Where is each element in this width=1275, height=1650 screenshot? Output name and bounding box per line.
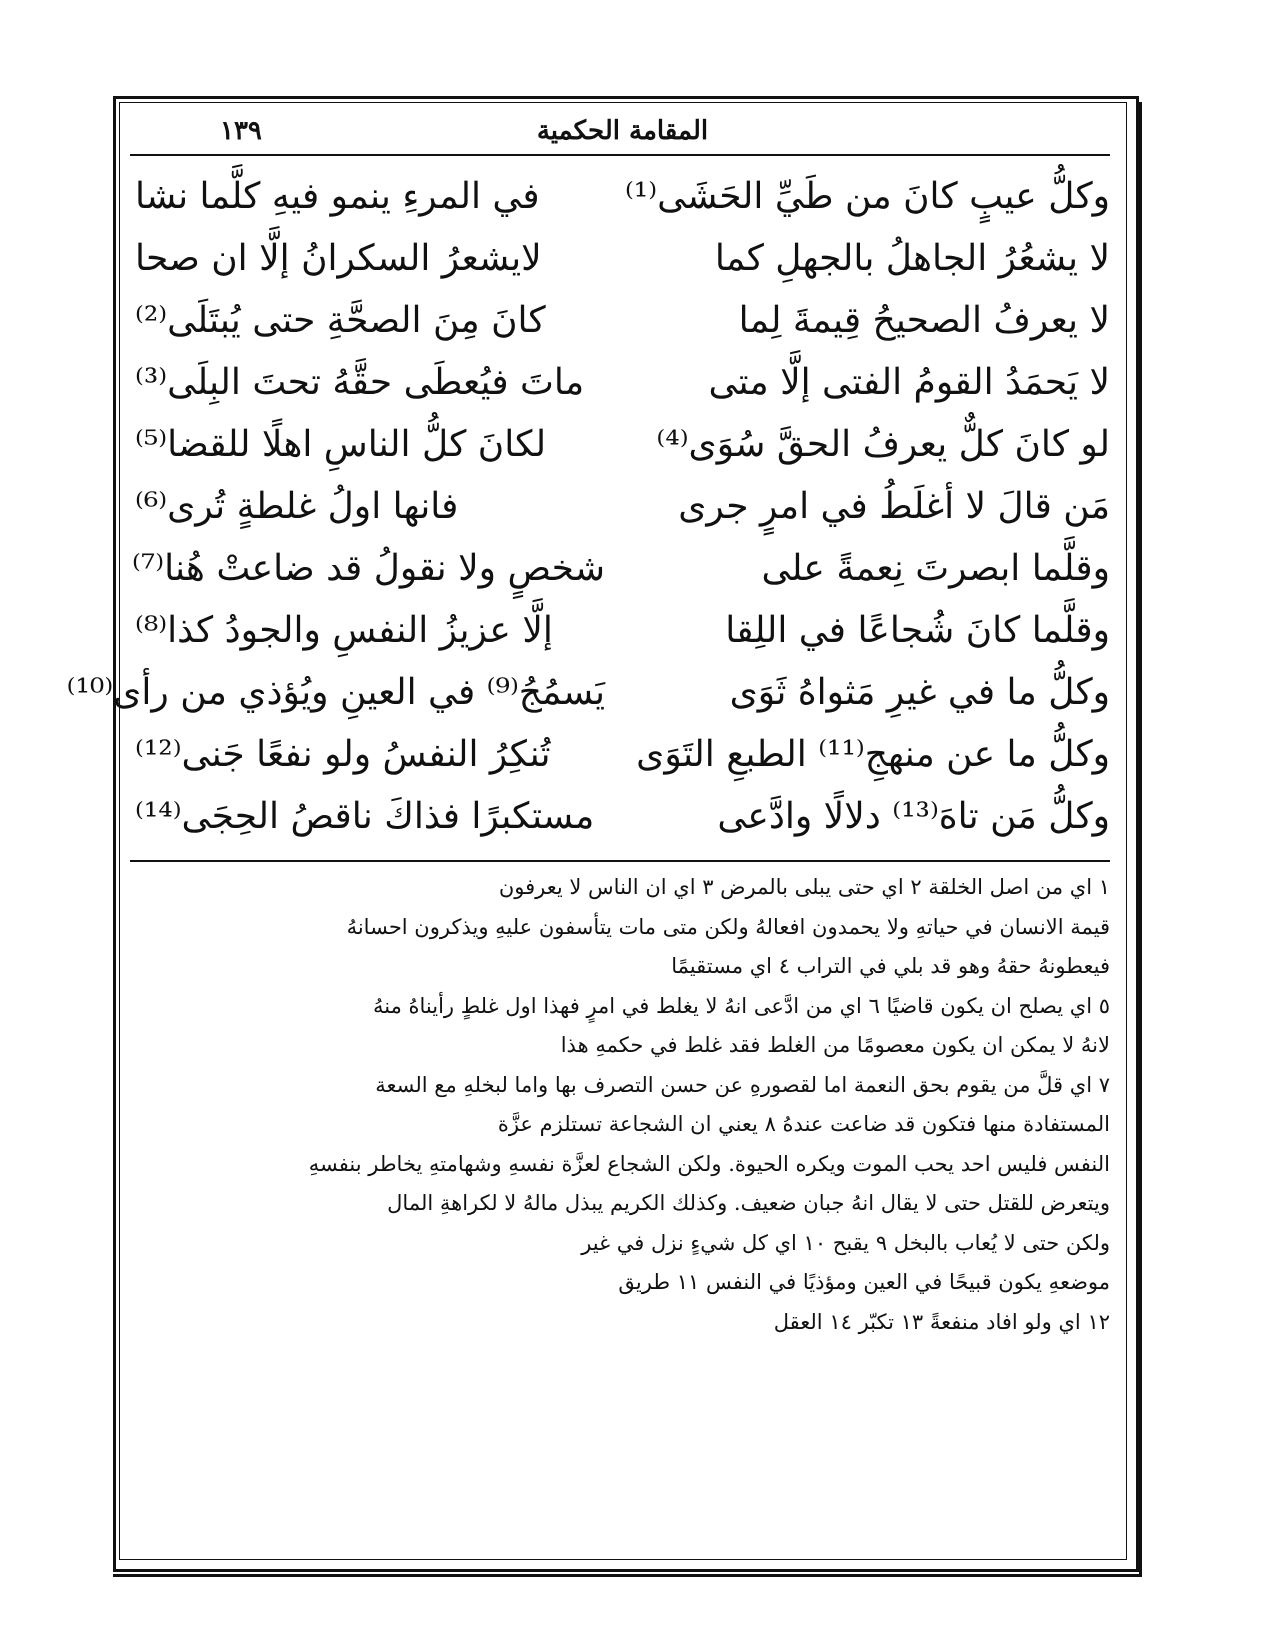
footnote-line: لانهُ لا يمكن ان يكون معصومًا من الغلط فقد غلط في حكمهِ هذا	[560, 1033, 1110, 1057]
verse-second-hemistich: ماتَ فيُعطَى حقَّهُ تحتَ البِلَى⁽³⁾	[135, 362, 585, 403]
verse-line	[131, 538, 1110, 600]
verse-first-hemistich: لا يَحمَدُ القومُ الفتى إلَّا متى	[708, 362, 1110, 403]
footnote-line: قيمة الانسان في حياتهِ ولا يحمدون افعالهُ ولكن متى مات يتأسفون عليهِ ويذكرون احسانهُ	[346, 914, 1110, 939]
footnote-line: موضعهِ يكون قبيحًا في العين ومؤذيًا في النفس ١١ طريق	[618, 1270, 1110, 1294]
frame-shadow-right	[1139, 102, 1142, 1577]
verse-second-hemistich: لكانَ كلُّ الناسِ اهلًا للقضا⁽⁵⁾	[135, 424, 547, 465]
page-number: ١٣٩	[220, 116, 262, 146]
verse-first-hemistich: وقلَّما كانَ شُجاعًا في اللِقا	[725, 610, 1110, 651]
verse-first-hemistich: وكلُّ ما عن منهجِ⁽¹¹⁾ الطبعِ التَوَى	[636, 734, 1110, 775]
footnote-line: ١٢ اي ولو افاد منفعةً ١٣ تكبّر ١٤ العقل	[773, 1309, 1110, 1334]
footnote-line: المستفادة منها فتكون قد ضاعت عندهُ ٨ يعني ان الشجاعة تستلزم عزَّة	[497, 1112, 1110, 1136]
footnotes	[135, 868, 1110, 1342]
verse-line	[66, 662, 1110, 724]
footnote-line: ٥ اي يصلح ان يكون قاضيًا ٦ اي من ادَّعى انهُ لا يغلط في امرٍ فهذا اول غلطٍ رأيناهُ منهُ	[373, 993, 1110, 1018]
verse-line	[135, 724, 1110, 786]
verse-first-hemistich: وقلَّما ابصرتَ نِعمةً على	[761, 548, 1110, 589]
verse-line	[135, 600, 1110, 662]
verse-second-hemistich: لايشعرُ السكرانُ إلَّا ان صحا	[135, 238, 542, 279]
verse-first-hemistich: لا يشعُرُ الجاهلُ بالجهلِ كما	[714, 238, 1110, 279]
verse-first-hemistich: مَن قالَ لا أغلَطُ في امرٍ جرى	[678, 486, 1110, 527]
footnote-divider	[130, 860, 1110, 862]
verse-first-hemistich: لو كانَ كلٌّ يعرفُ الحقَّ سُوَى⁽⁴⁾	[656, 424, 1110, 465]
verse-line	[135, 476, 1110, 538]
verse-second-hemistich: في المرءِ ينمو فيهِ كلَّما نشا	[135, 176, 540, 217]
verse-second-hemistich: فانها اولُ غلطةٍ تُرى⁽⁶⁾	[135, 486, 459, 527]
footnote-line: ولكن حتى لا يُعاب بالبخل ٩ يقبح ١٠ اي كل شيءٍ نزل في غير	[581, 1230, 1110, 1255]
header-divider	[130, 154, 1110, 156]
verse-line	[135, 352, 1110, 414]
verse-second-hemistich: كانَ مِنَ الصحَّةِ حتى يُبتَلَى⁽²⁾	[135, 300, 546, 341]
footnote-line: ٧ اي قلَّ من يقوم بحق النعمة اما لقصورهِ عن حسن التصرف بها واما لبخلهِ مع السعة	[375, 1072, 1110, 1097]
footnote-line: ١ اي من اصل الخلقة ٢ اي حتى يبلى بالمرض ٣ اي ان الناس لا يعرفون	[498, 875, 1110, 899]
page-title: المقامة الحكمية	[536, 116, 709, 146]
verse-first-hemistich: لا يعرفُ الصحيحُ قِيمةَ لِما	[738, 300, 1110, 341]
verse-line	[135, 290, 1110, 352]
footnote-line: ويتعرض للقتل حتى لا يقال انهُ جبان ضعيف. وكذلك الكريم يبذل مالهُ لا لكراهةِ المال	[387, 1191, 1110, 1215]
verse-line	[135, 166, 1110, 228]
verse-second-hemistich: مستكبرًا فذاكَ ناقصُ الحِجَى⁽¹⁴⁾	[135, 796, 595, 837]
footnote-line: النفس فليس احد يحب الموت ويكره الحيوة. ولكن الشجاع لعزَّة نفسهِ وشهامتهِ يخاطر بنفسهِ	[308, 1151, 1110, 1176]
verse-second-hemistich: تُنكِرُ النفسُ ولو نفعًا جَنى⁽¹²⁾	[135, 734, 551, 775]
verse-line	[135, 414, 1110, 476]
verse-second-hemistich: إلَّا عزيزُ النفسِ والجودُ كذا⁽⁸⁾	[135, 610, 553, 651]
footnote-line: فيعطونهُ حقهُ وهو قد بلي في التراب ٤ اي مستقيمًا	[671, 954, 1110, 978]
verse-first-hemistich: وكلُّ عيبٍ كانَ من طَيِّ الحَشَى⁽¹⁾	[624, 176, 1110, 217]
verse-line	[135, 786, 1110, 848]
verse-second-hemistich: يَسمُجُ⁽⁹⁾ في العينِ ويُؤذي من رأى⁽¹⁰⁾	[66, 672, 605, 713]
verse-first-hemistich: وكلُّ ما في غيرِ مَثواهُ ثَوَى	[729, 672, 1110, 713]
verse-first-hemistich: وكلُّ مَن تاهَ⁽¹³⁾ دلالًا وادَّعى	[717, 796, 1110, 837]
verse-line	[135, 228, 1110, 290]
page-header	[130, 112, 1115, 160]
frame-shadow-bottom	[113, 1574, 1139, 1577]
verse-second-hemistich: شخصٍ ولا نقولُ قد ضاعتْ هُنا⁽⁷⁾	[131, 548, 605, 589]
poem	[66, 166, 1110, 848]
